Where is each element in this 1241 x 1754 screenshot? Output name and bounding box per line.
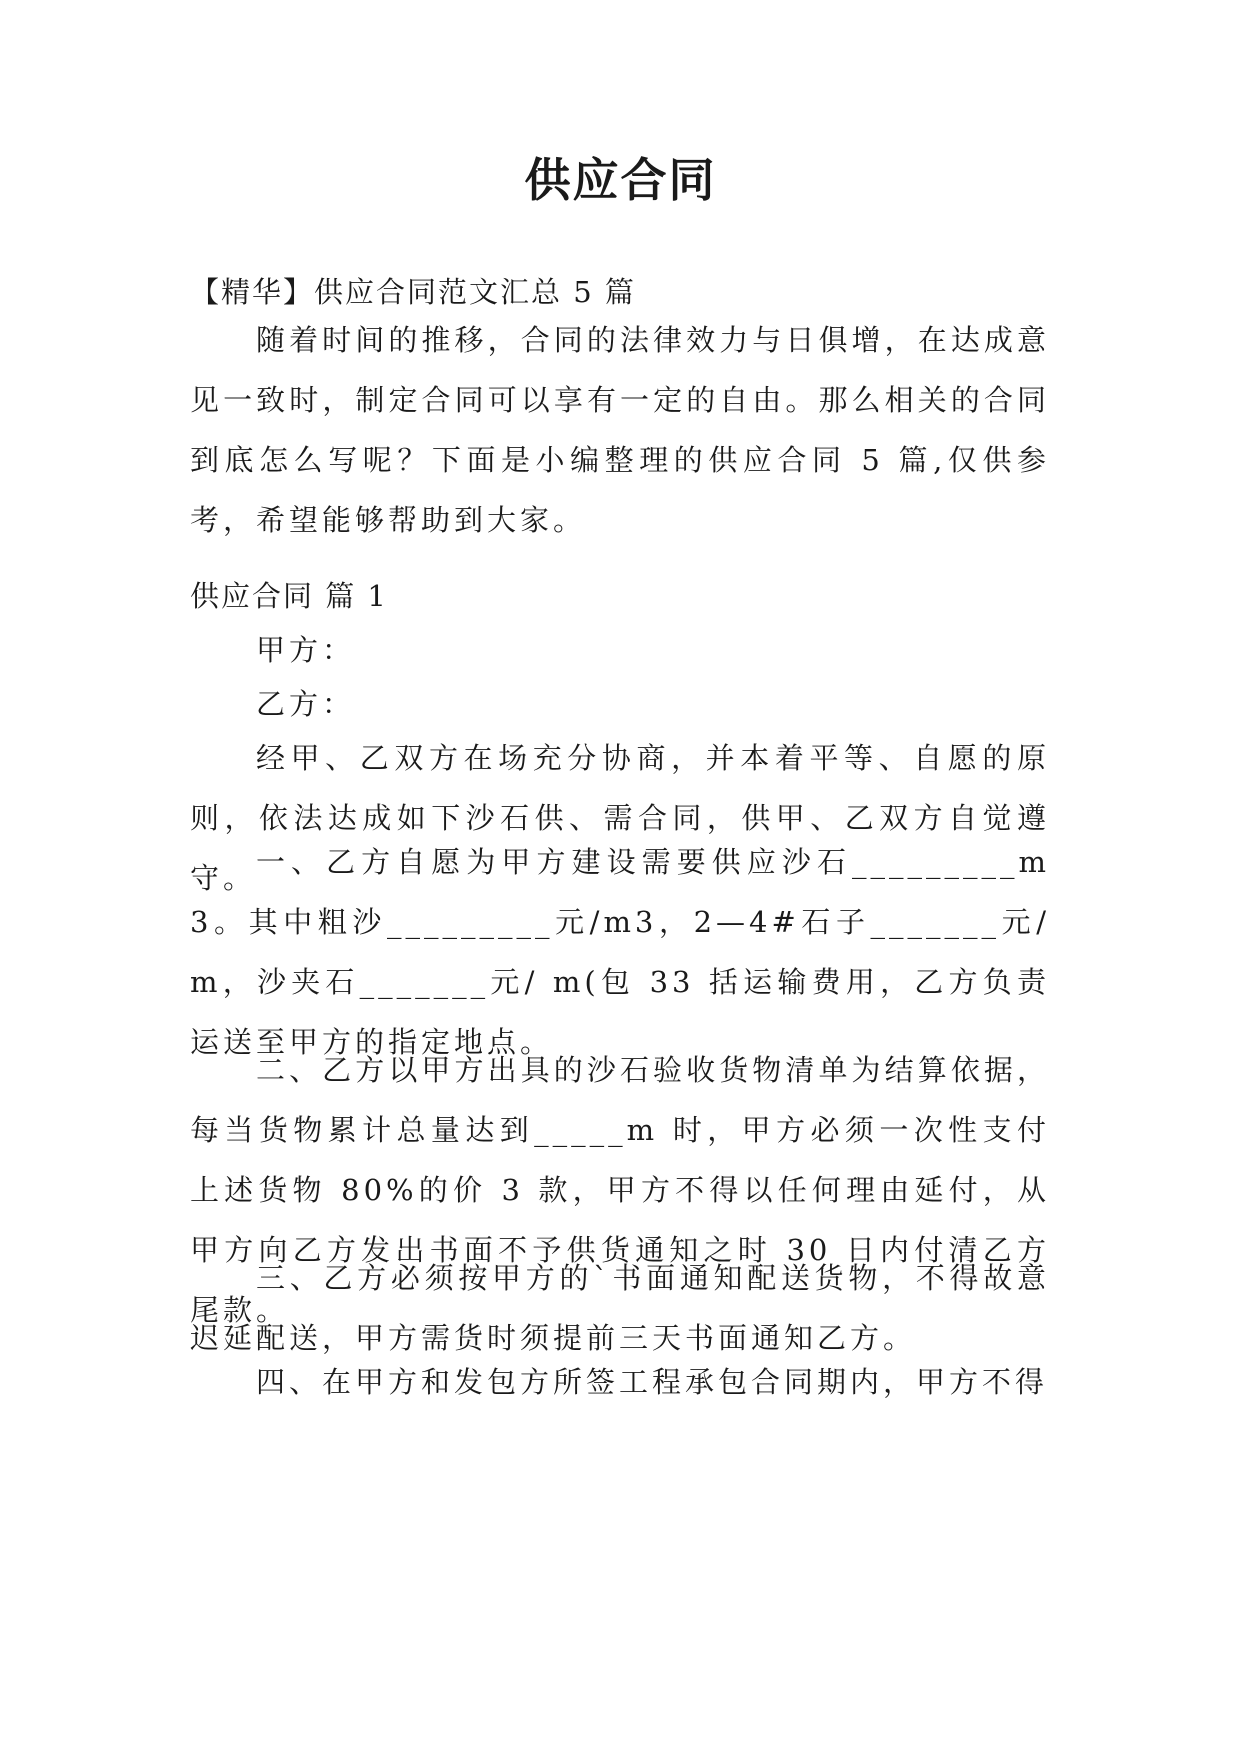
clause-4-paragraph: 四、在甲方和发包方所签工程承包合同期内，甲方不得 xyxy=(256,1365,1049,1399)
document-subtitle: 【精华】供应合同范文汇总 5 篇 xyxy=(190,275,636,309)
intro-paragraph: 随着时间的推移，合同的法律效力与日俱增，在达成意见一致时，制定合同可以享有一定的自由。那么相关的合同到底怎么写呢？下面是小编整理的供应合同 5 篇,仅供参考，希望能够帮助到大家。 xyxy=(190,323,1050,537)
party-a-label: 甲方： xyxy=(256,633,356,667)
clause-2-paragraph: 二、乙方以甲方出具的沙石验收货物清单为结算依据，每当货物累计总量达到_____m 时，甲方必须一次性支付上述货物 80%的价 3 款，甲方不得以任何理由延付，从甲方向乙方发出书面不予供货通知之时 30 日内付清乙方尾款。 xyxy=(190,1053,1050,1327)
party-b-label: 乙方： xyxy=(256,687,356,721)
clause-1-paragraph: 一、乙方自愿为甲方建设需要供应沙石_________m3。其中粗沙_________元/m3，2—4#石子_______元/ m，沙夹石_______元/ m(包 33 括运输费用，乙方负责运送至甲方的指定地点。 xyxy=(190,845,1050,1059)
clause-3-paragraph: 三、乙方必须按甲方的`书面通知配送货物，不得故意迟延配送，甲方需货时须提前三天书面通知乙方。 xyxy=(190,1261,1050,1355)
document-title: 供应合同 xyxy=(524,153,717,207)
preamble-paragraph: 经甲、乙双方在场充分协商，并本着平等、自愿的原则，依法达成如下沙石供、需合同，供甲、乙双方自觉遵守。 xyxy=(190,741,1050,895)
section-heading: 供应合同 篇 1 xyxy=(190,579,388,613)
